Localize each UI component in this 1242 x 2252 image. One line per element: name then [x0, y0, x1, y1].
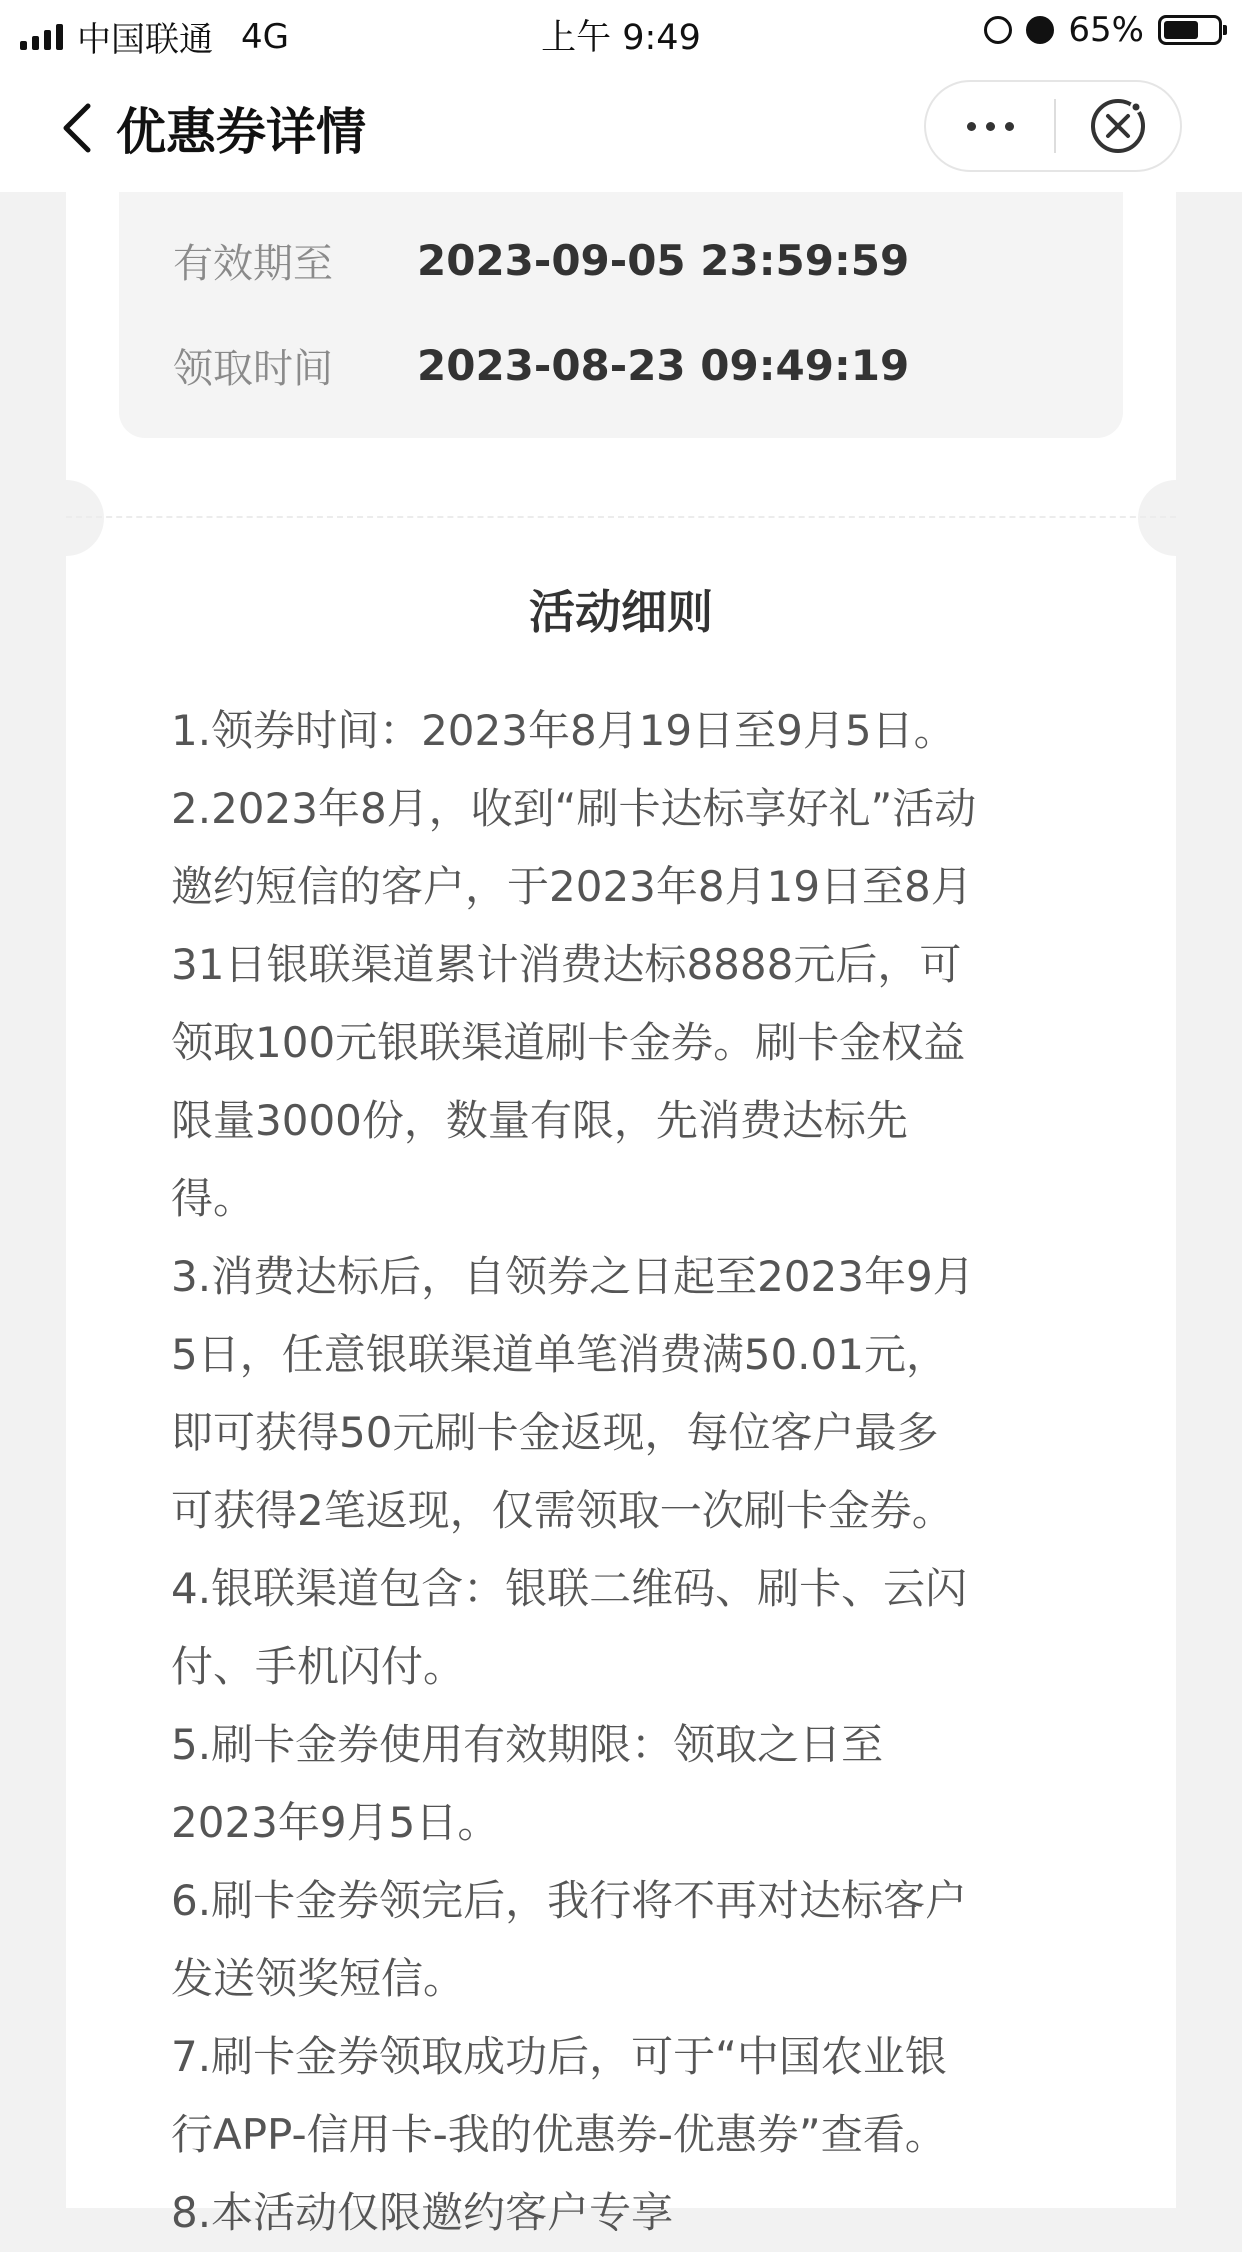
more-dot-icon	[967, 122, 976, 131]
received-label: 领取时间	[173, 346, 333, 392]
rules-title: 活动细则	[529, 585, 713, 639]
back-button[interactable]	[50, 98, 110, 158]
status-bar	[0, 0, 1242, 62]
battery-icon	[1158, 15, 1222, 45]
rules-line: 得。	[171, 1174, 256, 1223]
more-dot-icon	[986, 122, 995, 131]
network-type: 4G	[241, 16, 289, 57]
rules-line: 6.刷卡金券领完后，我行将不再对达标客户	[171, 1876, 968, 1925]
rules-line: 邀约短信的客户，于2023年8月19日至8月	[171, 862, 973, 911]
rules-text	[171, 692, 1071, 2252]
rules-line: 发送领奖短信。	[171, 1954, 466, 2003]
rules-line: 1.领券时间：2023年8月19日至9月5日。	[171, 706, 956, 755]
expiry-row	[173, 232, 909, 289]
received-value: 2023-08-23 09:49:19	[417, 341, 910, 390]
coupon-info-box	[119, 192, 1123, 438]
mini-program-capsule	[924, 80, 1182, 172]
close-circle-icon	[1087, 95, 1149, 157]
rules-line: 4.银联渠道包含：银联二维码、刷卡、云闪	[171, 1564, 968, 1613]
rules-line: 3.消费达标后，自领券之日起至2023年9月	[171, 1252, 975, 1301]
received-row	[173, 337, 909, 394]
rules-line: 行APP-信用卡-我的优惠券-优惠券”查看。	[171, 2110, 947, 2159]
rules-line: 2.2023年8月，收到“刷卡达标享好礼”活动	[171, 784, 977, 833]
expiry-value: 2023-09-05 23:59:59	[417, 236, 910, 285]
rules-line: 5日，任意银联渠道单笔消费满50.01元，	[171, 1330, 948, 1379]
rules-line: 即可获得50元刷卡金返现，每位客户最多	[171, 1408, 939, 1457]
alarm-icon	[1026, 16, 1054, 44]
rules-line: 付、手机闪付。	[171, 1642, 466, 1691]
more-button[interactable]	[926, 82, 1054, 170]
ticket-notch-right	[1138, 480, 1214, 556]
rules-line: 可获得2笔返现，仅需领取一次刷卡金券。	[171, 1486, 954, 1535]
nav-bar	[0, 62, 1242, 192]
rules-line: 7.刷卡金券领取成功后，可于“中国农业银	[171, 2032, 947, 2081]
ticket-notch-left	[28, 480, 104, 556]
page-title: 优惠券详情	[116, 103, 366, 161]
rules-line: 5.刷卡金券使用有效期限：领取之日至	[171, 1720, 884, 1769]
rules-line: 2023年9月5日。	[171, 1798, 500, 1847]
orientation-lock-icon	[984, 16, 1012, 44]
status-time: 上午 9:49	[541, 18, 701, 58]
rules-line: 限量3000份，数量有限，先消费达标先	[171, 1096, 908, 1145]
rules-line: 8.本活动仅限邀约客户专享	[171, 2188, 674, 2237]
carrier-name: 中国联通	[77, 20, 213, 60]
expiry-label: 有效期至	[173, 241, 333, 287]
rules-line: 领取100元银联渠道刷卡金券。刷卡金权益	[171, 1018, 966, 1067]
back-arrow-icon	[50, 98, 110, 158]
close-mini-program-button[interactable]	[1056, 82, 1180, 170]
coupon-card	[66, 192, 1176, 2237]
ticket-divider	[66, 516, 1176, 518]
rules-line: 31日银联渠道累计消费达标8888元后，可	[171, 940, 962, 989]
battery-percent: 65%	[1068, 10, 1144, 50]
more-dot-icon	[1005, 122, 1014, 131]
status-right	[984, 10, 1222, 50]
